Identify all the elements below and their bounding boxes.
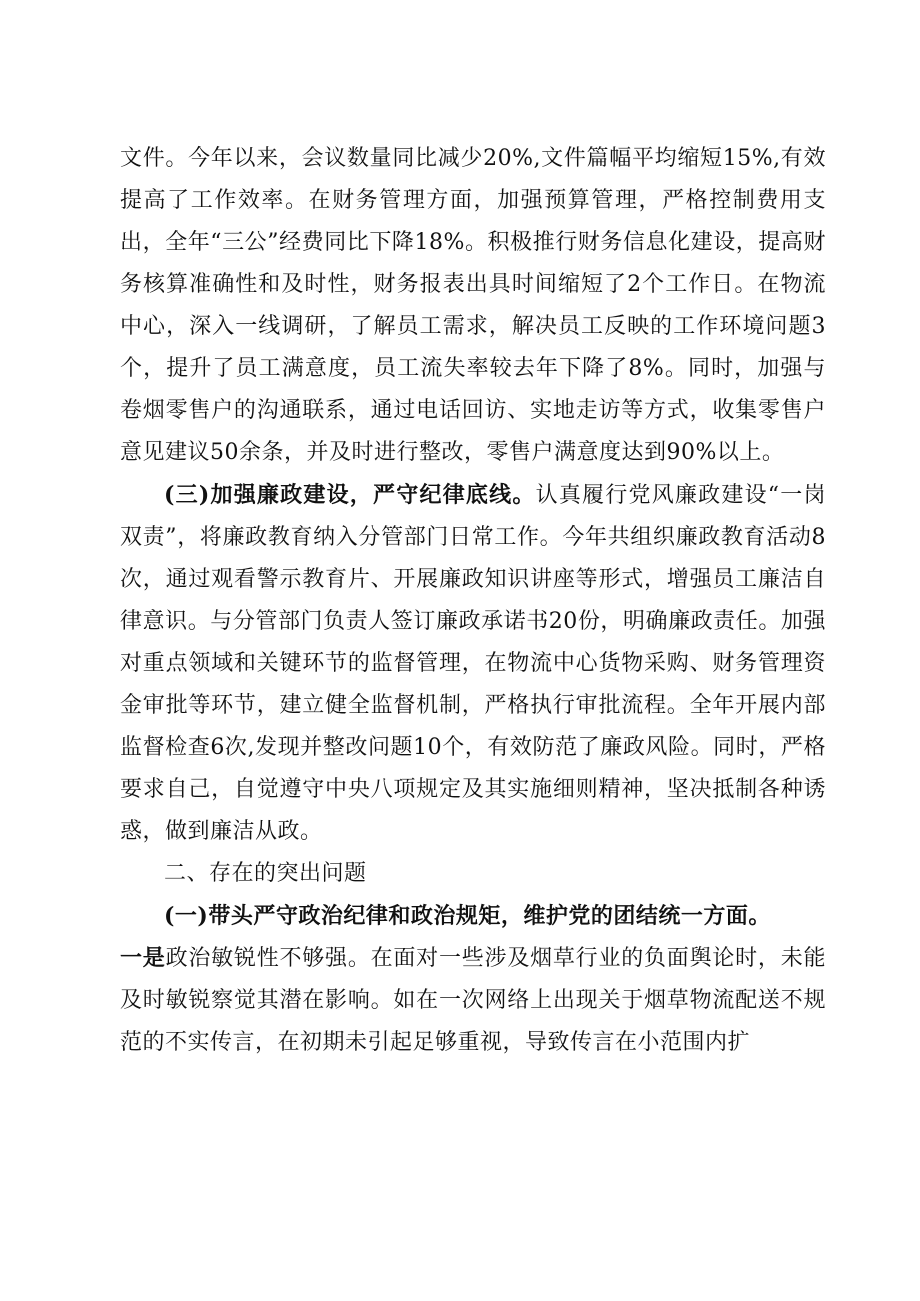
paragraph-2-body: 认真履行党风廉政建设“一岗双责”，将廉政教育纳入分管部门日常工作。今年共组织廉政教育活动8次，通过观看警示教育片、开展廉政知识讲座等形式，增强员工廉洁自律意识。与分管部门负责人签订廉政承诺书20份，明确廉政责任。加强对重点领域和关键环节的监督管理，在物流中心货物采购、财务管理资金审批等环节，建立健全监督机制，严格执行审批流程。全年开展内部监督检查6次,发现并整改问题10个，有效防范了廉政风险。同时，严格要求自己，自觉遵守中央八项规定及其实施细则精神，坚决抵制各种诱惑，做到廉洁从政。 bbox=[120, 483, 826, 844]
section-heading-2: 二、存在的突出问题 bbox=[164, 861, 367, 886]
section-3-title: (三)加强廉政建设，严守纪律底线。 bbox=[164, 482, 536, 508]
document-body bbox=[120, 138, 826, 1064]
paragraph-1: 文件。今年以来，会议数量同比减少20%,文件篇幅平均缩短15%,有效提高了工作效率。在财务管理方面，加强预算管理，严格控制费用支出，全年“三公”经费同比下降18%。积极推行财务信息化建设，提高财务核算准确性和及时性，财务报表出具时间缩短了2个工作日。在物流中心，深入一线调研，了解员工需求，解决员工反映的工作环境问题3个，提升了员工满意度，员工流失率较去年下降了8%。同时，加强与卷烟零售户的沟通联系，通过电话回访、实地走访等方式，收集零售户意见建议50余条，并及时进行整改，零售户满意度达到90%以上。 bbox=[120, 146, 826, 465]
paragraph-4-body: 政治敏锐性不够强。在面对一些涉及烟草行业的负面舆论时，未能及时敏锐察觉其潜在影响。如在一次网络上出现关于烟草物流配送不规范的不实传言，在初期未引起足够重视，导致传言在小范围内扩 bbox=[120, 946, 826, 1055]
paragraph-4 bbox=[120, 937, 826, 1064]
point-1-label: 一是 bbox=[120, 945, 166, 971]
subsection-1-title: (一)带头严守政治纪律和政治规矩，维护党的团结统一方面。 bbox=[164, 903, 771, 929]
paragraph-2 bbox=[120, 474, 826, 853]
